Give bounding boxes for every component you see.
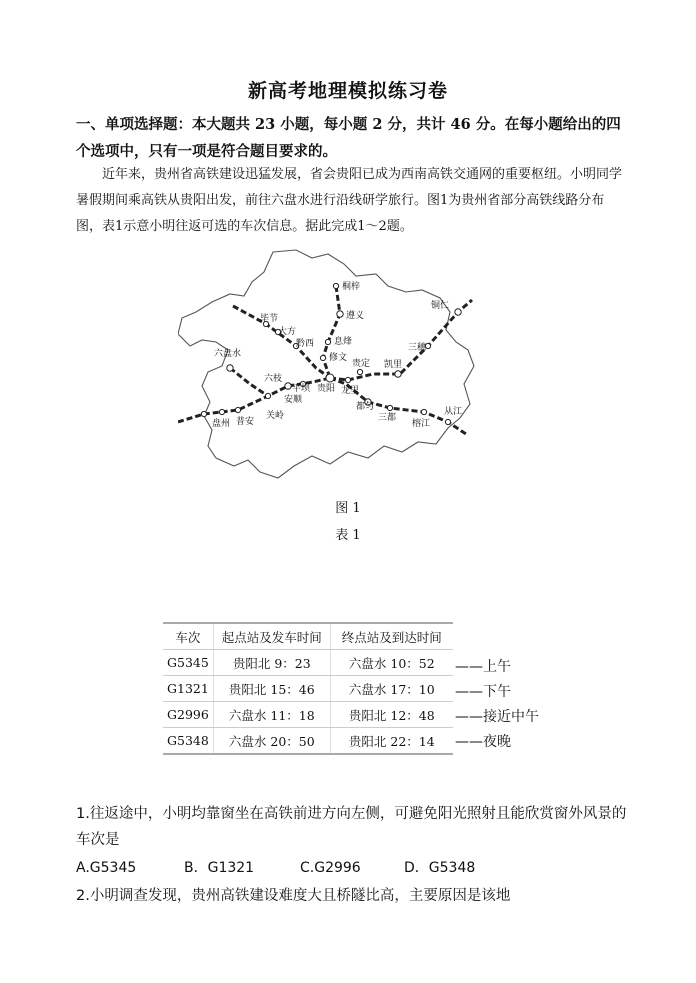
table-header-cell: 终点站及到达时间 xyxy=(330,623,453,650)
map-label-liupanshui: 六盘水 xyxy=(214,349,242,359)
map-label-kaili: 凯里 xyxy=(384,360,403,370)
map-label-bijie: 毕节 xyxy=(260,314,279,324)
map-label-panzhou: 盘州 xyxy=(212,419,231,429)
table-cell: 贵阳北 12：48 xyxy=(330,702,453,728)
table-header-cell: 起点站及发车时间 xyxy=(213,623,330,650)
map-label-xifeng: 息烽 xyxy=(334,337,353,347)
map-label-xiuwen: 修文 xyxy=(329,353,348,363)
map-label-longli: 龙里 xyxy=(341,386,360,396)
option-a[interactable]: A.G5345 xyxy=(76,860,137,876)
table-note: ——上午 xyxy=(455,659,511,675)
table-note: ——下午 xyxy=(455,684,511,700)
map-label-duyun: 都匀 xyxy=(356,402,375,412)
table-row xyxy=(163,702,453,728)
train-table xyxy=(163,622,453,755)
table-row xyxy=(163,728,453,755)
map-label-zunyi: 遵义 xyxy=(346,311,365,321)
rail-line-bijie xyxy=(233,306,330,378)
question-1-options xyxy=(76,857,475,877)
map-label-liuzhi: 六枝 xyxy=(264,374,283,384)
question-2: 2.小明调查发现，贵州高铁建设难度大且桥隧比高，主要原因是该地 xyxy=(76,888,511,904)
figure-caption: 图 1 xyxy=(335,501,361,516)
question-stem: 近年来，贵州省高铁建设迅猛发展，省会贵阳已成为西南高铁交通网的重要枢纽。小明同学暑假期间乘高铁从贵阳出发，前往六盘水进行沿线研学旅行。图1为贵州省部分高铁线路分布图，表1示意小明往返可选的车次信息。据此完成1～2题。 xyxy=(76,167,623,234)
table-cell: G5345 xyxy=(163,650,213,676)
rail-line-north xyxy=(323,286,340,378)
option-d[interactable]: D．G5348 xyxy=(404,860,476,876)
map-label-tongren: 铜仁 xyxy=(431,301,450,311)
table-note: ——夜晚 xyxy=(455,734,511,750)
section-instructions: 一、单项选择题：本大题共 23 小题，每小题 2 分，共计 46 分。在每小题给出的四个选项中，只有一项是符合题目要求的。 xyxy=(76,116,621,160)
table-header-row xyxy=(163,623,453,650)
table-row xyxy=(163,676,453,702)
map-label-guiding: 贵定 xyxy=(352,359,371,369)
map-label-tongzi: 桐梓 xyxy=(342,282,361,292)
map-label-rongjiang: 榕江 xyxy=(412,419,431,429)
table-cell: 六盘水 17：10 xyxy=(330,676,453,702)
map-label-sansui: 三穗 xyxy=(408,343,427,353)
table-cell: 贵阳北 9：23 xyxy=(213,650,330,676)
table-note: ——接近中午 xyxy=(455,709,539,725)
map-label-guiyang: 贵阳 xyxy=(317,384,336,394)
map-label-guanling: 关岭 xyxy=(266,411,285,421)
map-label-qianxi: 黔西 xyxy=(296,339,315,349)
question-1: 1.往返途中，小明均靠窗坐在高铁前进方向左侧，可避免阳光照射且能欣赏窗外风景的车次是 xyxy=(76,806,627,848)
table-row xyxy=(163,650,453,676)
map-label-anshun: 安顺 xyxy=(284,395,303,405)
table-cell: 贵阳北 15：46 xyxy=(213,676,330,702)
map-label-pingba: 平坝 xyxy=(292,384,311,394)
table-cell: 六盘水 20：50 xyxy=(213,728,330,755)
map-label-congjiang: 从江 xyxy=(444,407,463,417)
table-header-cell: 车次 xyxy=(163,623,213,650)
table-cell: G2996 xyxy=(163,702,213,728)
map-label-sandu: 三都 xyxy=(378,413,397,423)
railway-map xyxy=(178,246,478,496)
map-label-puan: 普安 xyxy=(236,417,255,427)
table-cell: G1321 xyxy=(163,676,213,702)
table-cell: G5348 xyxy=(163,728,213,755)
table-cell: 六盘水 11：18 xyxy=(213,702,330,728)
table-cell: 六盘水 10：52 xyxy=(330,650,453,676)
option-b[interactable]: B．G1321 xyxy=(184,860,255,876)
page-title: 新高考地理模拟练习卷 xyxy=(247,80,448,102)
rail-line-liupanshui xyxy=(230,368,268,396)
map-label-dafang: 大方 xyxy=(278,327,297,337)
option-c[interactable]: C.G2996 xyxy=(300,860,361,876)
table-caption: 表 1 xyxy=(335,528,361,543)
table-cell: 贵阳北 22：14 xyxy=(330,728,453,755)
